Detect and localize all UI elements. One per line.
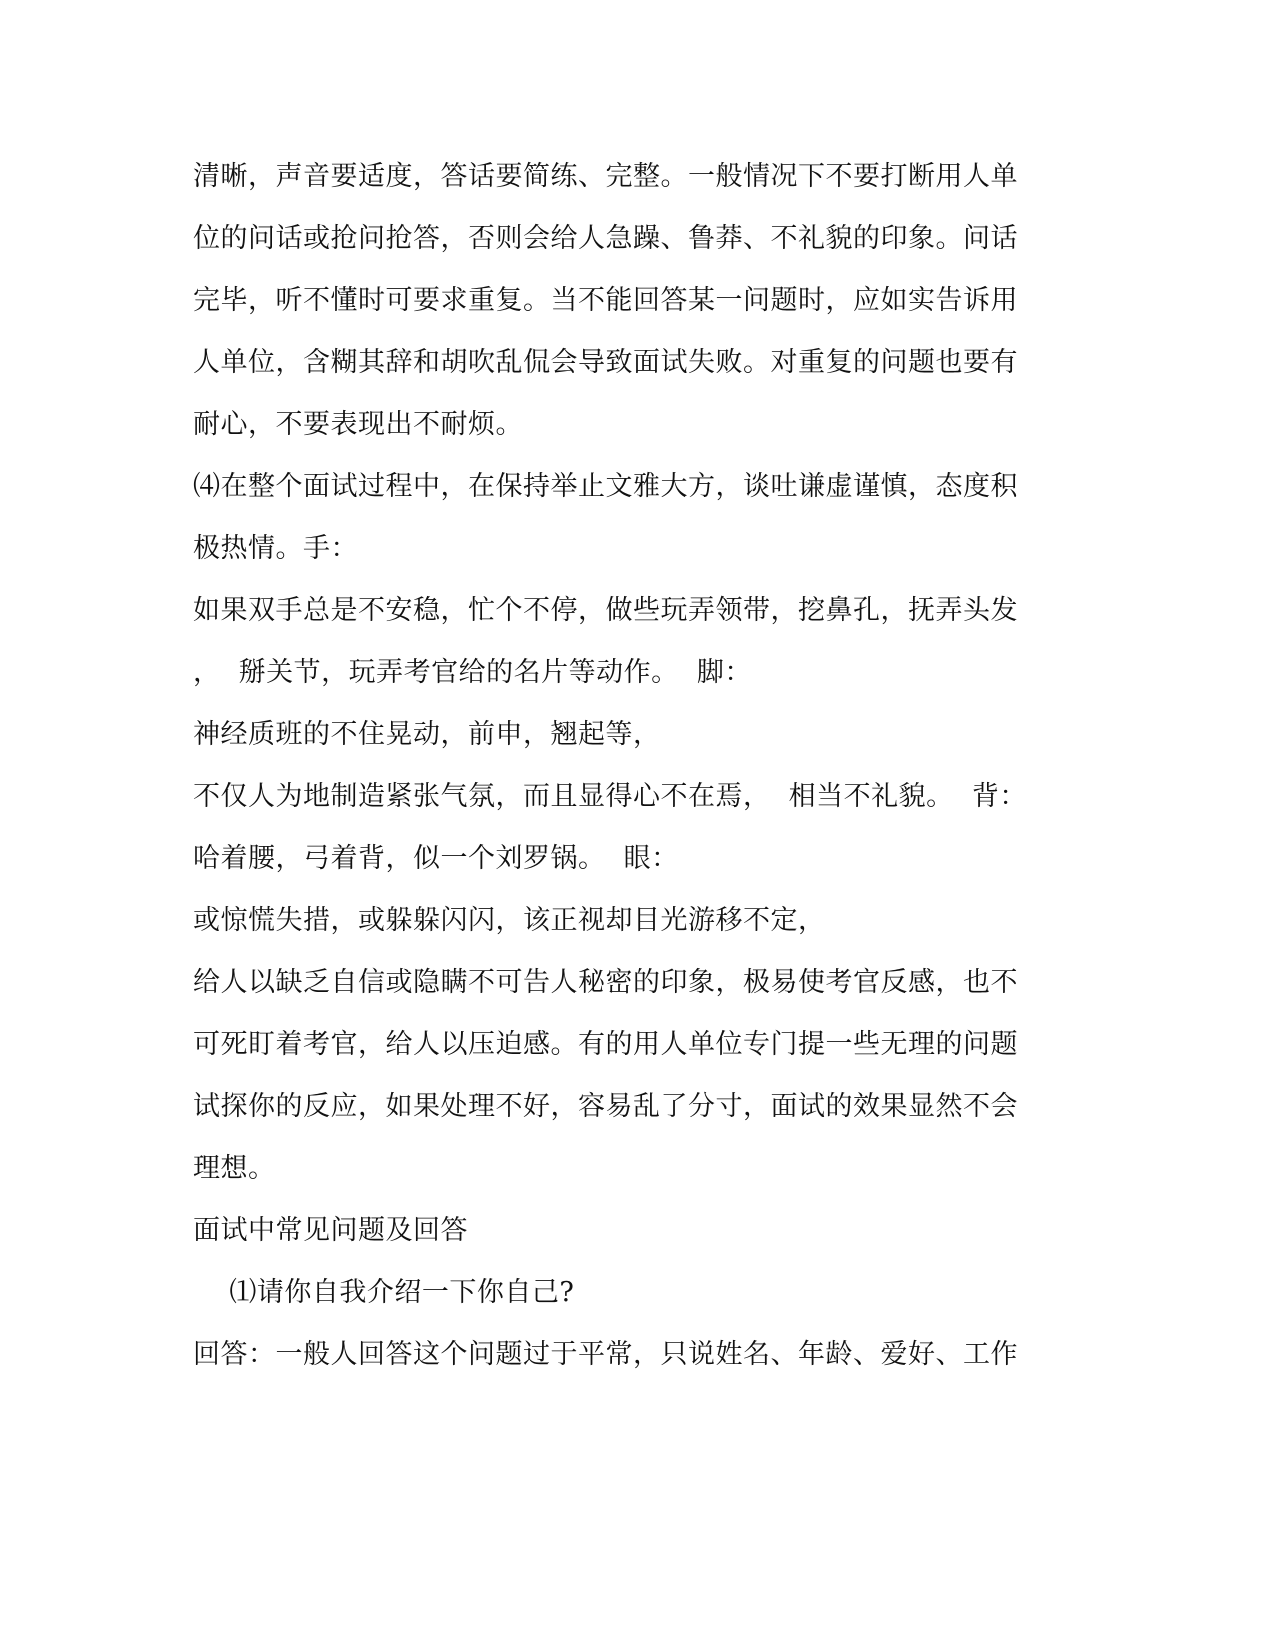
answer-line: 回答：一般人回答这个问题过于平常，只说姓名、年龄、爱好、工作 (193, 1339, 1018, 1370)
text-line: 位的问话或抢问抢答，否则会给人急躁、鲁莽、不礼貌的印象。问话 (193, 223, 1018, 254)
text-line: 极热情。手： (193, 533, 358, 564)
section-heading: 面试中常见问题及回答 (193, 1215, 468, 1246)
text-line: 或惊慌失措，或躲躲闪闪，该正视却目光游移不定， (193, 905, 826, 936)
text-line: 哈着腰，弓着背，似一个刘罗锅。 眼： (193, 843, 679, 874)
text-line: 不仅人为地制造紧张气氛，而且显得心不在焉， 相当不礼貌。 背： (193, 781, 1027, 812)
text-line: 完毕，听不懂时可要求重复。当不能回答某一问题时，应如实告诉用 (193, 285, 1018, 316)
text-line: 给人以缺乏自信或隐瞒不可告人秘密的印象，极易使考官反感，也不 (193, 967, 1018, 998)
text-line: 可死盯着考官，给人以压迫感。有的用人单位专门提一些无理的问题 (193, 1029, 1018, 1060)
text-line: 耐心，不要表现出不耐烦。 (193, 409, 523, 440)
text-line: ， 掰关节，玩弄考官给的名片等动作。 脚： (193, 657, 752, 688)
text-line: 人单位，含糊其辞和胡吹乱侃会导致面试失败。对重复的问题也要有 (193, 347, 1018, 378)
text-line: 理想。 (193, 1153, 276, 1184)
question-line: ⑴请你自我介绍一下你自己? (193, 1277, 575, 1308)
text-line: 试探你的反应，如果处理不好，容易乱了分寸，面试的效果显然不会 (193, 1091, 1018, 1122)
text-line: 如果双手总是不安稳，忙个不停，做些玩弄领带，挖鼻孔，抚弄头发 (193, 595, 1018, 626)
text-line: 清晰，声音要适度，答话要简练、完整。一般情况下不要打断用人单 (193, 161, 1018, 192)
text-line: ⑷在整个面试过程中，在保持举止文雅大方，谈吐谦虚谨慎，态度积 (193, 471, 1018, 502)
text-line: 神经质班的不住晃动，前申，翘起等， (193, 719, 661, 750)
